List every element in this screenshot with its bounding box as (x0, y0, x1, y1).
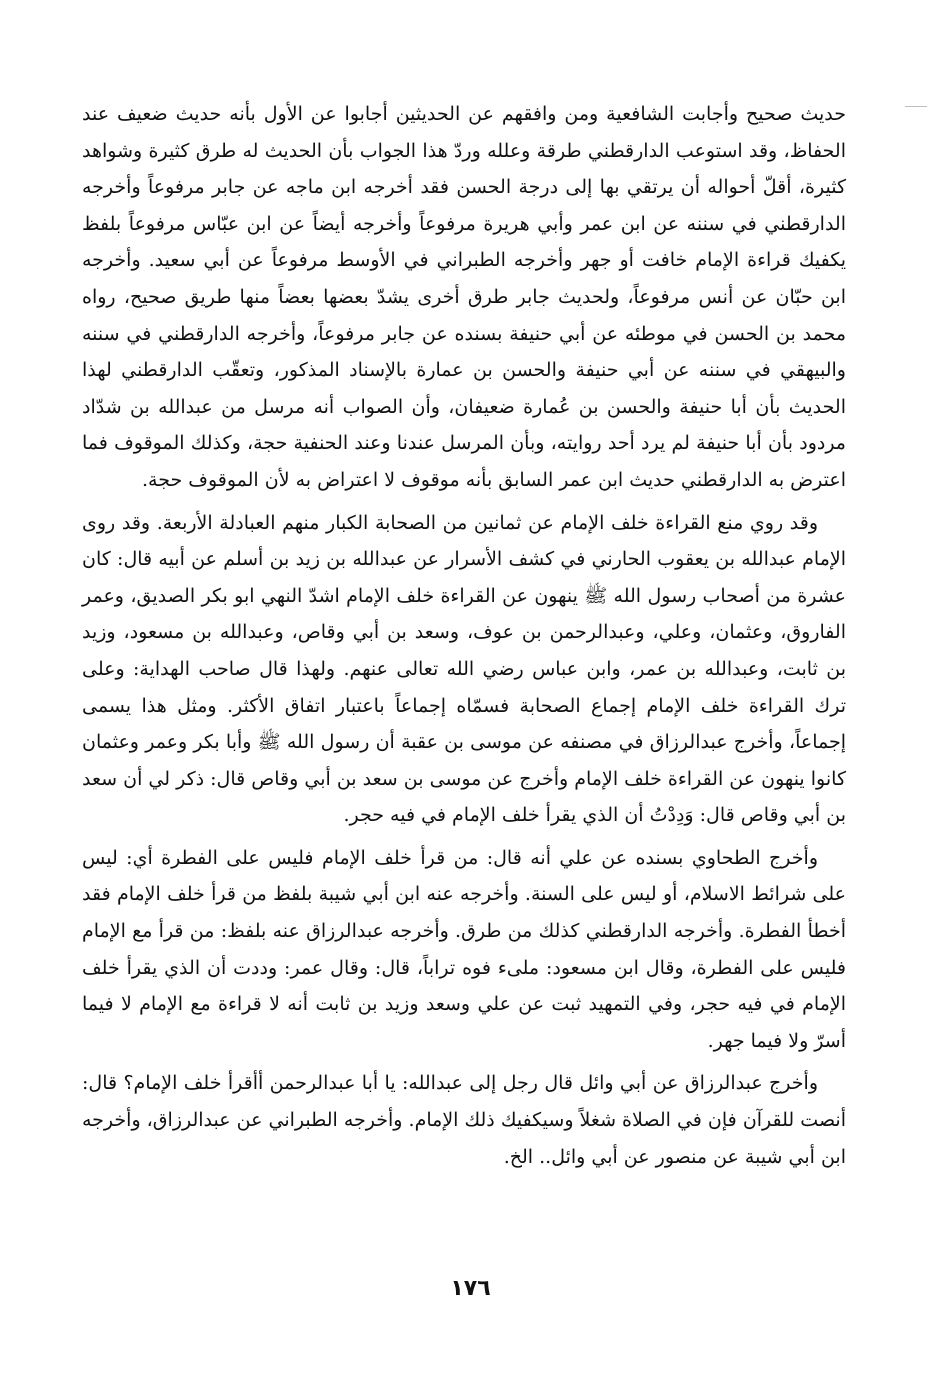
paragraph-1: حديث صحيح وأجابت الشافعية ومن وافقهم عن الحديثين أجابوا عن الأول بأنه حديث ضعيف عند الحفاظ، وقد استوعب الدارقطني طرقة وعلله وردّ هذا الجواب بأن الحديث له طرق كثيرة وشواهد كثيرة، أقلّ أحواله أن يرتقي بها إلى درجة الحسن فقد أخرجه ابن ماجه عن جابر مرفوعاً وأخرجه الدارقطني في سننه عن ابن عمر وأبي هريرة مرفوعاً وأخرجه أيضاً عن ابن عبّاس مرفوعاً بلفظ يكفيك قراءة الإمام خافت أو جهر وأخرجه الطبراني في الأوسط مرفوعاً عن أبي سعيد. وأخرجه ابن حبّان عن أنس مرفوعاً، ولحديث جابر طرق أخرى يشدّ بعضها بعضاً منها طريق صحيح، رواه محمد بن الحسن في موطئه عن أبي حنيفة بسنده عن جابر مرفوعاً، وأخرجه الدارقطني في سننه والبيهقي في سننه عن أبي حنيفة والحسن بن عمارة بالإسناد المذكور، وتعقّب الدارقطني لهذا الحديث بأن أبا حنيفة والحسن بن عُمارة ضعيفان، وأن الصواب أنه مرسل من عبدالله بن شدّاد مردود بأن أبا حنيفة لم يرد أحد روايته، وبأن المرسل عندنا وعند الحنفية حجة، وكذلك الموقوف فما اعترض به الدارقطني حديث ابن عمر السابق بأنه موقوف لا اعتراض به لأن الموقوف حجة. (82, 103, 846, 491)
page-body (82, 96, 846, 1175)
margin-mark (905, 106, 927, 107)
page-number: ١٧٦ (450, 1276, 491, 1301)
paragraph-2: وقد روي منع القراءة خلف الإمام عن ثمانين من الصحابة الكبار منهم العبادلة الأربعة. وقد روى الإمام عبدالله بن يعقوب الحارني في كشف الأسرار عن عبدالله بن زيد بن أسلم عن أبيه قال: كان عشرة من أصحاب رسول الله ﷺ ينهون عن القراءة خلف الإمام اشدّ النهي ابو بكر الصديق، وعمر الفاروق، وعثمان، وعلي، وعبدالرحمن بن عوف، وسعد بن أبي وقاص، وعبدالله بن مسعود، وزيد بن ثابت، وعبدالله بن عمر، وابن عباس رضي الله تعالى عنهم. ولهذا قال صاحب الهداية: وعلى ترك القراءة خلف الإمام إجماع الصحابة فسمّاه إجماعاً باعتبار اتفاق الأكثر. ومثل هذا يسمى إجماعاً، وأخرج عبدالرزاق في مصنفه عن موسى بن عقبة أن رسول الله ﷺ وأبا بكر وعمر وعثمان كانوا ينهون عن القراءة خلف الإمام وأخرج عن موسى بن سعد بن أبي وقاص قال: ذكر لي أن سعد بن أبي وقاص قال: وَدِدْتُ أن الذي يقرأ خلف الإمام في فيه حجر. (82, 511, 846, 827)
paragraph-3: وأخرج الطحاوي بسنده عن علي أنه قال: من قرأ خلف الإمام فليس على الفطرة أي: ليس على شرائط الاسلام، أو ليس على السنة. وأخرجه عنه ابن أبي شيبة بلفظ من قرأ خلف الإمام فقد أخطأ الفطرة. وأخرجه الدارقطني كذلك من طرق. وأخرجه عبدالرزاق عنه بلفظ: من قرأ مع الإمام فليس على الفطرة، وقال ابن مسعود: ملىء فوه تراباً، قال: وقال عمر: وددت أن الذي يقرأ خلف الإمام في فيه حجر، وفي التمهيد ثبت عن علي وسعد وزيد بن ثابت أنه لا قراءة مع الإمام لا فيما أسرّ ولا فيما جهر. (82, 846, 846, 1052)
paragraph-4: وأخرج عبدالرزاق عن أبي وائل قال رجل إلى عبدالله: يا أبا عبدالرحمن أأقرأ خلف الإمام؟ قال: أنصت للقرآن فإن في الصلاة شغلاً وسيكفيك ذلك الإمام. وأخرجه الطبراني عن عبدالرزاق، وأخرجه ابن أبي شيبة عن منصور عن أبي وائل.. الخ. (82, 1072, 846, 1168)
